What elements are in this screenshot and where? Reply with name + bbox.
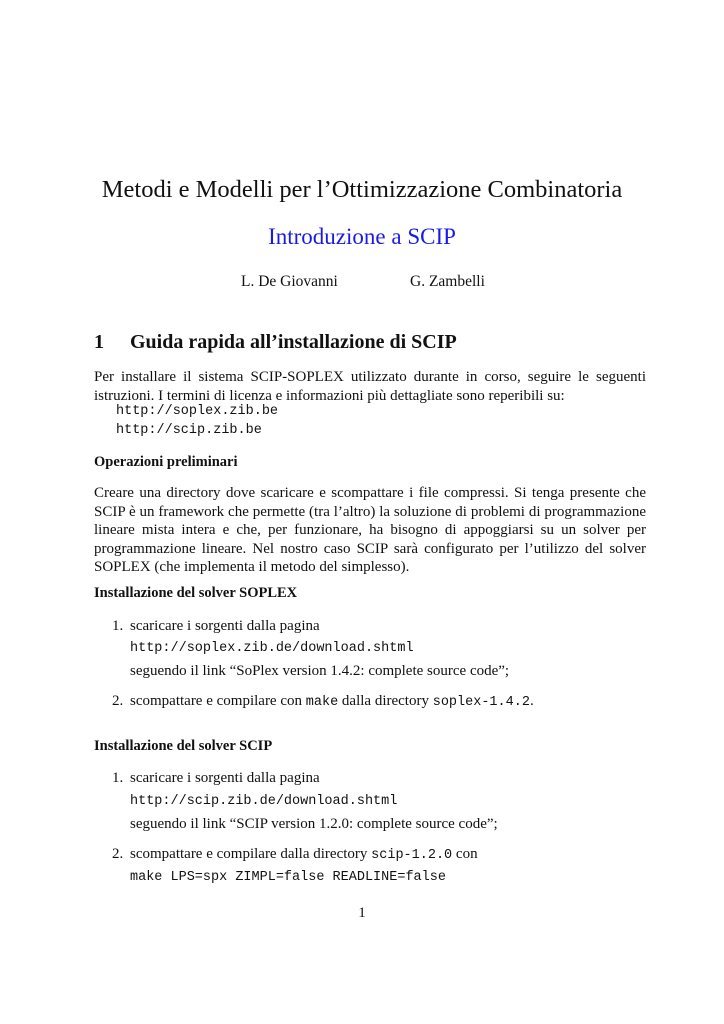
soplex-step2-mid: dalla directory bbox=[338, 693, 433, 709]
soplex-step2-dir: soplex-1.4.2 bbox=[432, 695, 530, 710]
scip-step1-number: 1. bbox=[112, 770, 124, 786]
soplex-step2-end: . bbox=[529, 693, 534, 709]
soplex-step1-text: scaricare i sorgenti dalla pagina bbox=[130, 618, 320, 634]
soplex-step1-follow: seguendo il link “SoPlex version 1.4.2: complete source code”; bbox=[130, 663, 510, 679]
soplex-step1-number: 1. bbox=[112, 618, 124, 634]
scip-step2-number: 2. bbox=[112, 846, 124, 862]
soplex-step2-number: 2. bbox=[112, 693, 124, 709]
prelim-paragraph: Creare una directory dove scaricare e scompattare i file compressi. Si tenga presente che SCIP è un framework che permette (tra l’altro) la soluzione di problemi di programmazione lineare mista intera e che, per funzionare, ha bisogno di appoggiarsi su un solver per programmazione lineare. Nel nostro caso SCIP sarà configurato per l’utilizzo del solver SOPLEX (che implementa il metodo del simplesso). bbox=[94, 485, 646, 575]
section-number: 1 bbox=[94, 331, 104, 353]
section-title: Guida rapida all’installazione di SCIP bbox=[130, 331, 457, 353]
scip-download-url[interactable]: http://scip.zib.de/download.shtml bbox=[130, 794, 398, 809]
author-2: G. Zambelli bbox=[410, 273, 485, 290]
soplex-step2 bbox=[130, 693, 534, 710]
scip-step2 bbox=[130, 846, 478, 863]
soplex-step2-cmd: make bbox=[305, 695, 339, 710]
page-number: 1 bbox=[358, 905, 366, 921]
section-heading bbox=[94, 331, 457, 354]
soplex-download-url[interactable]: http://soplex.zib.de/download.shtml bbox=[130, 641, 414, 656]
scip-step1-follow: seguendo il link “SCIP version 1.2.0: complete source code”; bbox=[130, 816, 498, 832]
scip-step2-dir: scip-1.2.0 bbox=[371, 848, 453, 863]
scip-step1-text: scaricare i sorgenti dalla pagina bbox=[130, 770, 320, 786]
scip-step2-end: con bbox=[452, 846, 478, 862]
soplex-step2-pre: scompattare e compilare con bbox=[130, 693, 306, 709]
intro-paragraph: Per installare il sistema SCIP-SOPLEX utilizzato durante in corso, seguire le seguenti istruzioni. I termini di licenza e informazioni più dettagliate sono reperibili su: bbox=[94, 369, 646, 404]
author-1: L. De Giovanni bbox=[241, 273, 338, 290]
prelim-heading: Operazioni preliminari bbox=[94, 454, 238, 470]
scip-heading: Installazione del solver SCIP bbox=[94, 738, 273, 754]
scip-make-command: make LPS=spx ZIMPL=false READLINE=false bbox=[130, 870, 446, 885]
link-soplex[interactable]: http://soplex.zib.be bbox=[116, 404, 279, 419]
document-title: Metodi e Modelli per l’Ottimizzazione Combinatoria bbox=[101, 176, 623, 203]
soplex-heading: Installazione del solver SOPLEX bbox=[94, 585, 298, 601]
scip-step2-pre: scompattare e compilare dalla directory bbox=[130, 846, 372, 862]
link-scip[interactable]: http://scip.zib.be bbox=[116, 423, 262, 438]
document-subtitle: Introduzione a SCIP bbox=[268, 224, 456, 249]
